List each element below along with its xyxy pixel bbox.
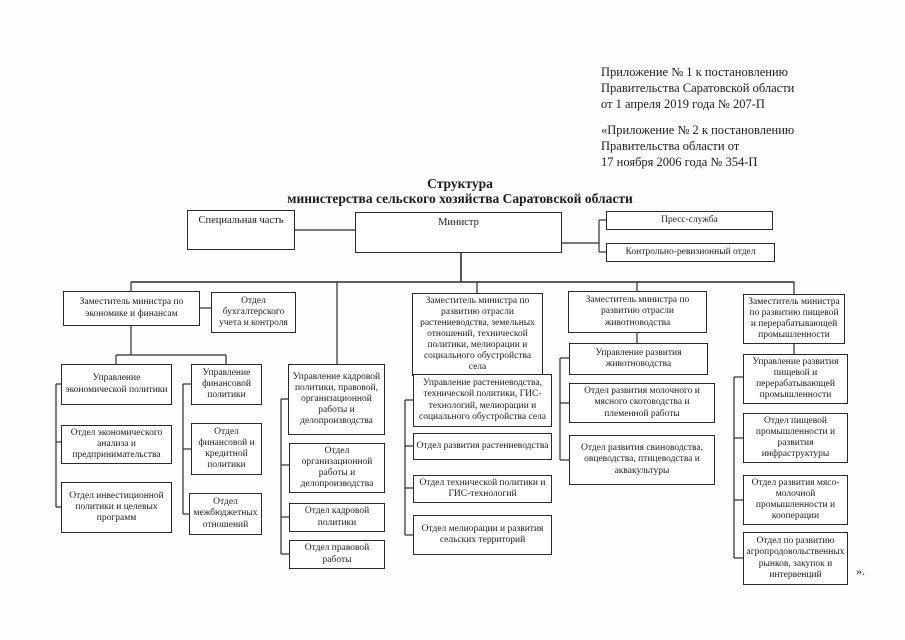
annex-line: 17 ноября 2006 года № 354-П: [601, 155, 758, 169]
node-dairy-beef-dept: Отдел развития молочного и мясного скотоводства и племенной работы: [569, 383, 715, 423]
closing-quote-mark: ».: [856, 564, 865, 578]
node-special-part: Специальная часть: [187, 210, 295, 250]
node-financial-policy-dept: Управление финансовой политики: [191, 364, 262, 405]
node-minister: Министр: [355, 212, 562, 253]
node-press-service: Пресс-служба: [606, 211, 773, 230]
node-investment-policy-dept: Отдел инвестиционной политики и целевых программ: [61, 482, 172, 533]
node-accounting-dept: Отдел бухгалтерского учета и контроля: [211, 292, 296, 333]
title-line-1: Структура: [427, 176, 493, 191]
node-pig-sheep-poultry-dept: Отдел развития свиноводства, овцеводства, птицеводства и аквакультуры: [569, 435, 715, 485]
node-crop-development-dept: Отдел развития растениеводства: [413, 433, 552, 460]
node-meat-dairy-coop-dept: Отдел развития мясо-молочной промышленности и кооперации: [743, 475, 848, 525]
node-hr-policy-dept: Отдел кадровой политики: [289, 503, 385, 532]
page-title: [90, 176, 830, 206]
annex-line: Правительства Саратовской области: [601, 81, 795, 95]
node-org-work-dept: Отдел организационной работы и делопроизводства: [289, 443, 385, 493]
node-interbudget-dept: Отдел межбюджетных отношений: [189, 493, 262, 535]
annex-line: от 1 апреля 2019 года № 207-П: [601, 97, 765, 111]
node-food-processing-dept: Управление развития пищевой и перерабатывающей промышленности: [743, 354, 848, 404]
node-finance-credit-dept: Отдел финансовой и кредитной политики: [191, 423, 262, 475]
node-hr-legal-dept: Управление кадровой политики, правовой, организационной работы и делопроизводства: [288, 364, 385, 435]
annex-line: Приложение № 1 к постановлению: [601, 65, 788, 79]
node-food-industry-infra-dept: Отдел пищевой промышленности и развития инфраструктуры: [743, 413, 848, 463]
annex-line: Правительства области от: [601, 139, 740, 153]
node-economic-policy-dept: Управление экономической политики: [61, 364, 172, 405]
node-deputy-livestock: Заместитель министра по развитию отрасли животноводства: [568, 291, 707, 333]
annex-line: «Приложение № 2 к постановлению: [601, 123, 795, 137]
node-tech-policy-gis-dept: Отдел технической политики и ГИС-технологий: [413, 475, 552, 503]
node-deputy-crop-industry: Заместитель министра по развитию отрасли растениеводства, земельных отношений, технической политики, мелиорации и социального обустройства села: [412, 293, 543, 376]
title-line-2: министерства сельского хозяйства Саратовской области: [287, 191, 633, 206]
node-melioration-dept: Отдел мелиорации и развития сельских территорий: [413, 515, 552, 555]
node-crop-tech-gis-dept: Управление растениеводства, технической политики, ГИС-технологий, мелиорации и социального обустройства села: [413, 374, 552, 427]
node-livestock-development-dept: Управление развития животноводства: [569, 343, 708, 375]
node-economic-analysis-dept: Отдел экономического анализа и предпринимательства: [61, 425, 172, 464]
node-agrofood-markets-dept: Отдел по развитию агропродовольственных рынков, закупок и интервенций: [743, 532, 848, 585]
node-deputy-food-industry: Заместитель министра по развитию пищевой и перерабатывающей промышленности: [743, 294, 845, 344]
annex-notes: [601, 64, 851, 170]
node-legal-work-dept: Отдел правовой работы: [289, 540, 385, 569]
node-control-audit-dept: Контрольно-ревизионный отдел: [606, 243, 775, 262]
node-deputy-economy-finance: Заместитель министра по экономике и финансам: [63, 291, 200, 326]
